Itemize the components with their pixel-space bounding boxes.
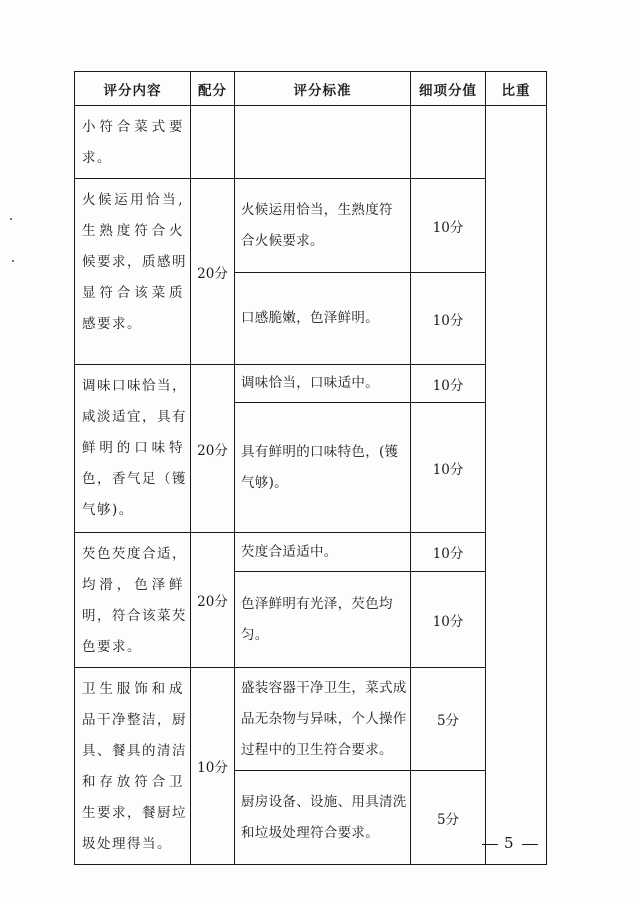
table-row — [75, 365, 547, 403]
header-row — [75, 72, 547, 106]
content-cell — [75, 106, 191, 179]
table-row — [75, 668, 547, 771]
standard-line: 火候运用恰当，生熟度符 — [241, 201, 393, 218]
standard-cell — [235, 179, 411, 273]
scoring-table — [74, 71, 547, 865]
header-weight: 比重 — [486, 72, 547, 106]
header-standard: 评分标准 — [235, 72, 411, 106]
standard-cell — [235, 365, 411, 403]
content-line: 咸淡适宜，具有 — [82, 409, 187, 425]
standard-line: 色泽鲜明有光泽，芡色均 — [241, 595, 393, 612]
item-score-cell: 5分 — [411, 668, 486, 771]
standard-cell — [235, 668, 411, 771]
content-line: 显符合该菜质 — [82, 285, 184, 301]
content-line: 气够)。 — [82, 502, 134, 518]
content-line: 小符合菜式要 — [82, 119, 184, 135]
item-score-cell: 10分 — [411, 365, 486, 403]
item-score-cell — [411, 106, 486, 179]
content-line: 鲜明的口味特 — [82, 440, 184, 456]
standard-line: 调味恰当，口味适中。 — [241, 375, 379, 391]
item-score-cell: 10分 — [411, 273, 486, 365]
item-score-cell: 10分 — [411, 533, 486, 572]
header-item-score: 细项分值 — [411, 72, 486, 106]
content-line: 均滑，色泽鲜 — [82, 577, 184, 593]
content-line: 色，香气足（镬 — [82, 471, 187, 487]
content-line: 候要求，质感明 — [82, 254, 187, 270]
table-row — [75, 179, 547, 273]
content-line: 生熟度符合火 — [82, 223, 184, 239]
content-line: 明，符合该菜芡 — [82, 608, 187, 624]
item-score-cell: 5分 — [411, 771, 486, 865]
standard-line: 和垃圾处理符合要求。 — [241, 824, 379, 841]
standard-cell — [235, 771, 411, 865]
score-cell: 20分 — [191, 365, 235, 533]
standard-cell — [235, 273, 411, 365]
standard-cell — [235, 572, 411, 668]
weight-cell — [486, 106, 547, 865]
content-line: 调味口味恰当， — [82, 378, 187, 394]
standard-line: 匀。 — [241, 626, 269, 643]
standard-line: 厨房设备、设施、用具清洗 — [241, 793, 407, 810]
header-content: 评分内容 — [75, 72, 191, 106]
standard-line: 合火候要求。 — [241, 232, 324, 249]
score-cell: 20分 — [191, 533, 235, 668]
content-line: 生要求，餐厨垃 — [82, 805, 187, 821]
item-score-cell: 10分 — [411, 179, 486, 273]
content-line: 具、餐具的清洁 — [82, 743, 187, 759]
standard-line: 芡度合适适中。 — [241, 543, 338, 560]
header-score: 配分 — [191, 72, 235, 106]
standard-line: 具有鲜明的口味特色，(镬 — [241, 443, 399, 460]
content-line: 和存放符合卫 — [82, 774, 184, 790]
page-number: 5 — [476, 834, 544, 852]
standard-line: 口感脆嫩，色泽鲜明。 — [241, 310, 379, 326]
score-cell: 10分 — [191, 668, 235, 865]
score-cell — [191, 106, 235, 179]
content-line: 芡色芡度合适， — [82, 546, 187, 562]
content-line: 圾处理得当。 — [82, 836, 172, 852]
margin-mark — [12, 260, 14, 262]
score-cell: 20分 — [191, 179, 235, 365]
standard-line: 过程中的卫生符合要求。 — [241, 741, 393, 758]
content-cell — [75, 365, 191, 533]
table-row — [75, 106, 547, 179]
standard-cell — [235, 403, 411, 533]
content-cell — [75, 668, 191, 865]
content-line: 感要求。 — [82, 316, 142, 332]
standard-cell — [235, 106, 411, 179]
content-cell — [75, 179, 191, 365]
item-score-cell: 10分 — [411, 403, 486, 533]
content-line: 色要求。 — [82, 639, 142, 655]
content-cell — [75, 533, 191, 668]
standard-line: 气够)。 — [241, 474, 288, 491]
standard-cell — [235, 533, 411, 572]
margin-mark — [10, 218, 12, 220]
content-line: 求。 — [82, 150, 112, 166]
content-line: 品干净整洁，厨 — [82, 712, 187, 728]
item-score-cell: 10分 — [411, 572, 486, 668]
content-line: 火候运用恰当, — [82, 192, 184, 208]
standard-line: 品无杂物与异味，个人操作 — [241, 710, 407, 727]
standard-line: 盛装容器干净卫生，菜式成 — [241, 679, 407, 696]
table-row — [75, 533, 547, 572]
content-line: 卫生服饰和成 — [82, 681, 184, 697]
